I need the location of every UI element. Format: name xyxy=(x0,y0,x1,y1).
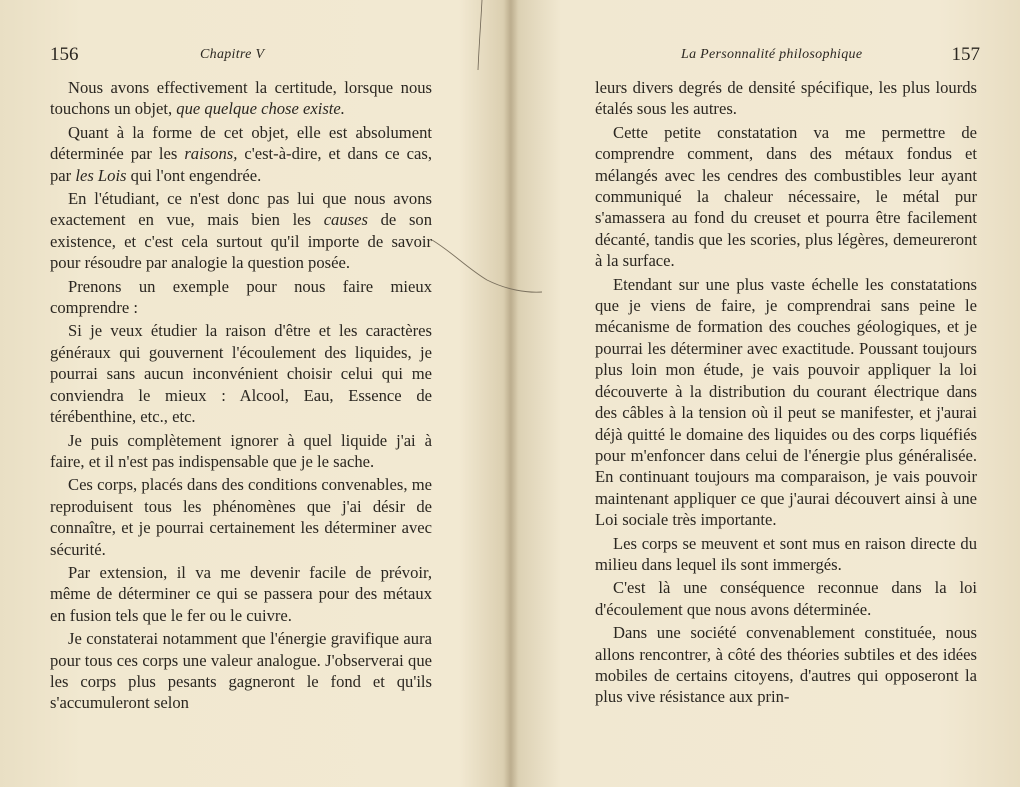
paragraph: En l'étudiant, ce n'est donc pas lui que nous avons exactement en vue, mais bien les causes de son existence, et c'est cela surtout qu'il importe de savoir pour résoudre par analogie la question posée. xyxy=(50,189,432,273)
right-page-header xyxy=(595,44,980,70)
right-page-body xyxy=(595,77,977,710)
paragraph: leurs divers degrés de densité spécifique, les plus lourds étalés sous les autres. xyxy=(595,78,977,119)
page-number-left: 156 xyxy=(50,44,79,65)
paragraph: Prenons un exemple pour nous faire mieux comprendre : xyxy=(50,276,432,318)
paragraph: Etendant sur une plus vaste échelle les constatations que je viens de faire, je comprendrai sans peine le mécanisme de formation des couches géologiques, et je pourrai les déterminer avec exactitude. Poussant toujours plus loin mon étude, je vais pouvoir appliquer la loi découverte à la distribution du courant électrique dans des câbles à la tension où il peut se manifester, et j'aurai déjà quitté le domaine des liquides ou des corps liquéfiés pour m'enfoncer dans celui de l'énergie plus généralisée. En continuant toujours ma comparaison, je vais pouvoir maintenant appliquer ce que j'aurai découvert ainsi à une Loi sociale très importante. xyxy=(595,274,977,530)
paragraph: Cette petite constatation va me permettre de comprendre comment, dans des métaux fondus et mélangés avec les cendres des combustibles leur ayant communiqué la chaleur nécessaire, le métal pur s'amassera au fond du creuset et pourra être facilement décanté, tandis que les scories, plus légères, demeureront à la surface. xyxy=(595,122,977,271)
paragraph: Par extension, il va me devenir facile de prévoir, même de déterminer ce qui se passera pour des métaux en fusion tels que le fer ou le cuivre. xyxy=(50,562,432,625)
running-head-left: Chapitre V xyxy=(200,47,265,62)
paragraph: Les corps se meuvent et sont mus en raison directe du milieu dans lequel ils sont immergés. xyxy=(595,533,977,574)
paragraph: Dans une société convenablement constituée, nous allons rencontrer, à côté des théories subtiles et des idées mobiles de certains citoyens, d'autres qui opposeront la plus vive résistance aux prin- xyxy=(595,623,977,707)
running-head-right: La Personnalité philosophique xyxy=(681,47,863,62)
paragraph: Si je veux étudier la raison d'être et les caractères généraux qui gouvernent l'écoulement des liquides, je pourrai sans aucun inconvénient choisir celui qui me conviendra le mieux : Alcool, Eau, Essence de térébenthine, etc., etc. xyxy=(50,321,432,427)
paragraph: Ces corps, placés dans des conditions convenables, me reproduisent tous les phénomènes que j'ai désir de connaître, et je pourrai certainement les déterminer avec sécurité. xyxy=(50,475,432,559)
left-page-body xyxy=(50,77,432,716)
page-number-right: 157 xyxy=(951,44,980,65)
paragraph: C'est là une conséquence reconnue dans la loi d'écoulement que nous avons déterminée. xyxy=(595,578,977,619)
right-page xyxy=(515,0,1020,787)
left-page xyxy=(0,0,505,787)
paragraph: Quant à la forme de cet objet, elle est absolument déterminée par les raisons, c'est-à-dire, et dans ce cas, par les Lois qui l'ont engendrée. xyxy=(50,122,432,185)
paragraph: Je puis complètement ignorer à quel liquide j'ai à faire, et il n'est pas indispensable que je le sache. xyxy=(50,430,432,471)
left-page-header xyxy=(50,44,432,70)
paragraph: Nous avons effectivement la certitude, lorsque nous touchons un objet, que quelque chose existe. xyxy=(50,78,432,119)
paragraph: Je constaterai notamment que l'énergie gravifique aura pour tous ces corps une valeur analogue. J'observerai que les corps plus pesants gagneront le fond et qu'ils s'accumuleront selon xyxy=(50,629,432,713)
